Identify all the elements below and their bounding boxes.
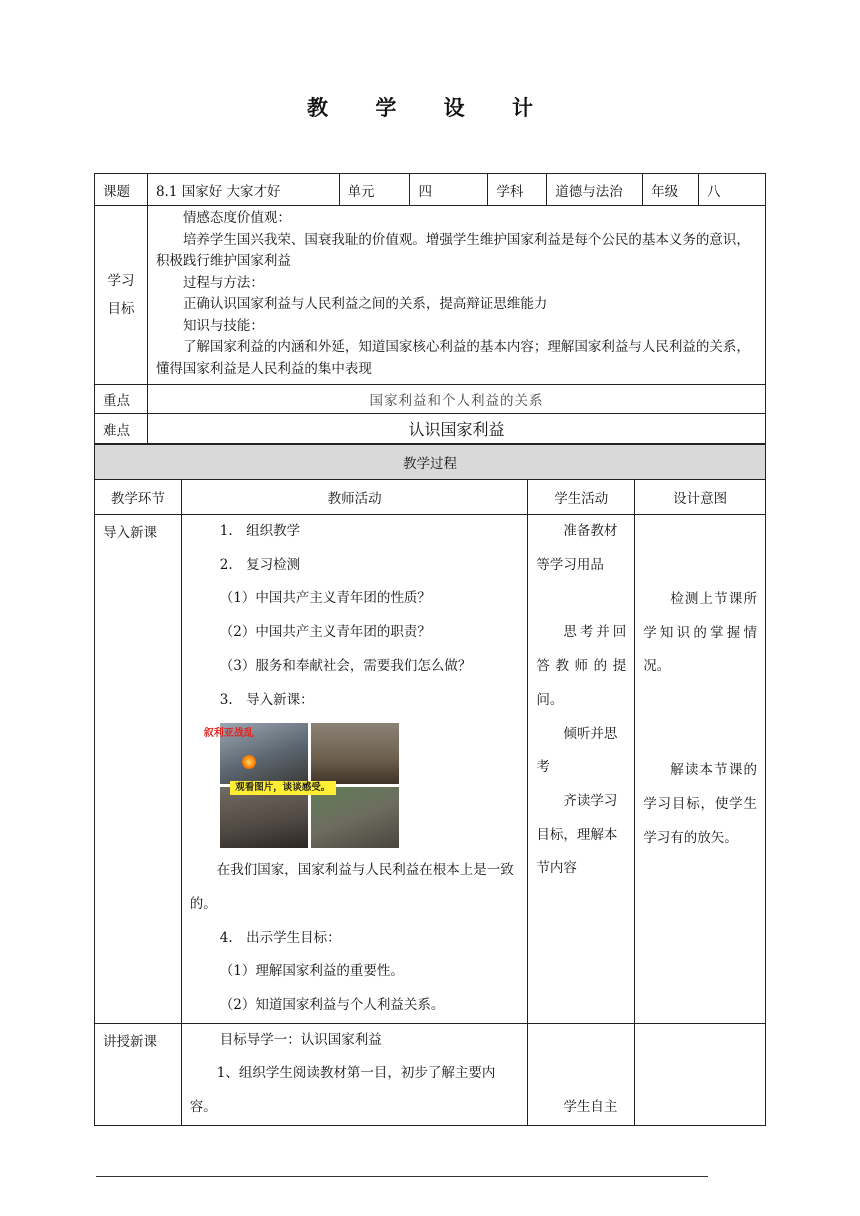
process-table — [94, 444, 766, 1126]
teacher-line: （1）理解国家利益的重要性。 — [219, 963, 404, 980]
grade-label: 年级 — [643, 174, 699, 206]
war-photo-2 — [311, 723, 399, 784]
design-intent-intro — [635, 515, 766, 1024]
stage-intro: 导入新课 — [95, 515, 182, 1024]
column-header-student: 学生活动 — [528, 480, 635, 515]
teacher-line: 1、组织学生阅读教材第一目，初步了解主要内容。 — [189, 1065, 496, 1116]
objective-line: 了解国家利益的内涵和外延，知道国家核心利益的基本内容；理解国家利益与人民利益的关系，懂得国家利益是人民利益的集中表现 — [155, 339, 750, 377]
difficulty-label: 难点 — [95, 414, 148, 444]
objective-line: 正确认识国家利益与人民利益之间的关系，提高辩证思维能力 — [182, 296, 548, 312]
objectives-label-line2: 目标 — [107, 301, 135, 317]
war-photo-3 — [220, 787, 308, 848]
objectives-content — [147, 206, 765, 385]
unit-label: 单元 — [339, 174, 410, 206]
document-title: 教 学 设 计 — [307, 95, 553, 120]
course-value: 8.1 国家好 大家才好 — [147, 174, 339, 206]
objective-line: 培养学生国兴我荣、国衰我耻的价值观。增强学生维护国家利益是每个公民的基本义务的意识，积极践行维护国家利益 — [155, 231, 750, 269]
teacher-line: （3）服务和奉献社会，需要我们怎么做？ — [219, 657, 472, 674]
grade-value: 八 — [699, 174, 766, 206]
column-header-teacher: 教师活动 — [181, 480, 528, 515]
objectives-label — [95, 206, 148, 385]
teacher-line: （2）中国共产主义青年团的职责？ — [219, 624, 431, 641]
student-line: 思考并回答教师的提问。 — [536, 624, 627, 708]
difficulty-value: 认识国家利益 — [147, 414, 765, 444]
column-header-stage: 教学环节 — [95, 480, 182, 515]
objective-line: 过程与方法： — [182, 274, 264, 291]
image-caption-tag: 叙利亚战乱 — [203, 728, 254, 740]
design-intent-new — [635, 1023, 766, 1125]
course-label: 课题 — [95, 174, 148, 206]
lesson-info-table — [94, 173, 766, 444]
intent-line: 解读本节课的学习目标，使学生学习有的放矢。 — [643, 762, 757, 846]
unit-value: 四 — [410, 174, 488, 206]
student-line: 准备教材等学习用品 — [536, 523, 618, 573]
objectives-label-line1: 学习 — [107, 273, 135, 289]
footer-rule — [96, 1176, 708, 1177]
teacher-line: 3. 导入新课： — [219, 691, 314, 708]
teacher-line: 1. 组织教学 — [219, 523, 301, 539]
student-activity-intro — [528, 515, 635, 1024]
subject-value: 道德与法治 — [547, 174, 643, 206]
objective-line: 知识与技能： — [182, 317, 264, 334]
teacher-activity-new — [181, 1023, 528, 1125]
objective-line: 情感态度价值观： — [182, 210, 291, 226]
intent-line: 检测上节课所学知识的掌握情况。 — [643, 591, 757, 675]
teacher-line: （2）知道国家利益与个人利益关系。 — [219, 997, 445, 1014]
student-line: 倾听并思考 — [536, 725, 618, 776]
teacher-line: 2. 复习检测 — [219, 556, 301, 573]
subject-label: 学科 — [488, 174, 547, 206]
student-line: 齐读学习目标，理解本节内容 — [536, 792, 618, 877]
process-header: 教学过程 — [95, 445, 766, 480]
stage-new-lesson: 讲授新课 — [95, 1023, 182, 1125]
image-banner: 观看图片，谈谈感受。 — [230, 781, 336, 795]
student-activity-new — [528, 1023, 635, 1125]
teacher-line: 4. 出示学生目标： — [219, 929, 341, 946]
key-point-value: 国家利益和个人利益的关系 — [147, 385, 765, 414]
syria-war-image-collage — [190, 723, 520, 848]
key-point-label: 重点 — [95, 385, 148, 414]
teacher-line: 目标导学一：认识国家利益 — [219, 1031, 382, 1048]
war-photo-4 — [311, 787, 399, 848]
student-line: 学生自主 — [563, 1099, 618, 1116]
column-header-intent: 设计意图 — [635, 480, 766, 515]
teacher-line: （1）中国共产主义青年团的性质？ — [219, 590, 431, 607]
teacher-activity-intro — [181, 515, 528, 1024]
teacher-line: 在我们国家，国家利益与人民利益在根本上是一致的。 — [189, 862, 514, 912]
